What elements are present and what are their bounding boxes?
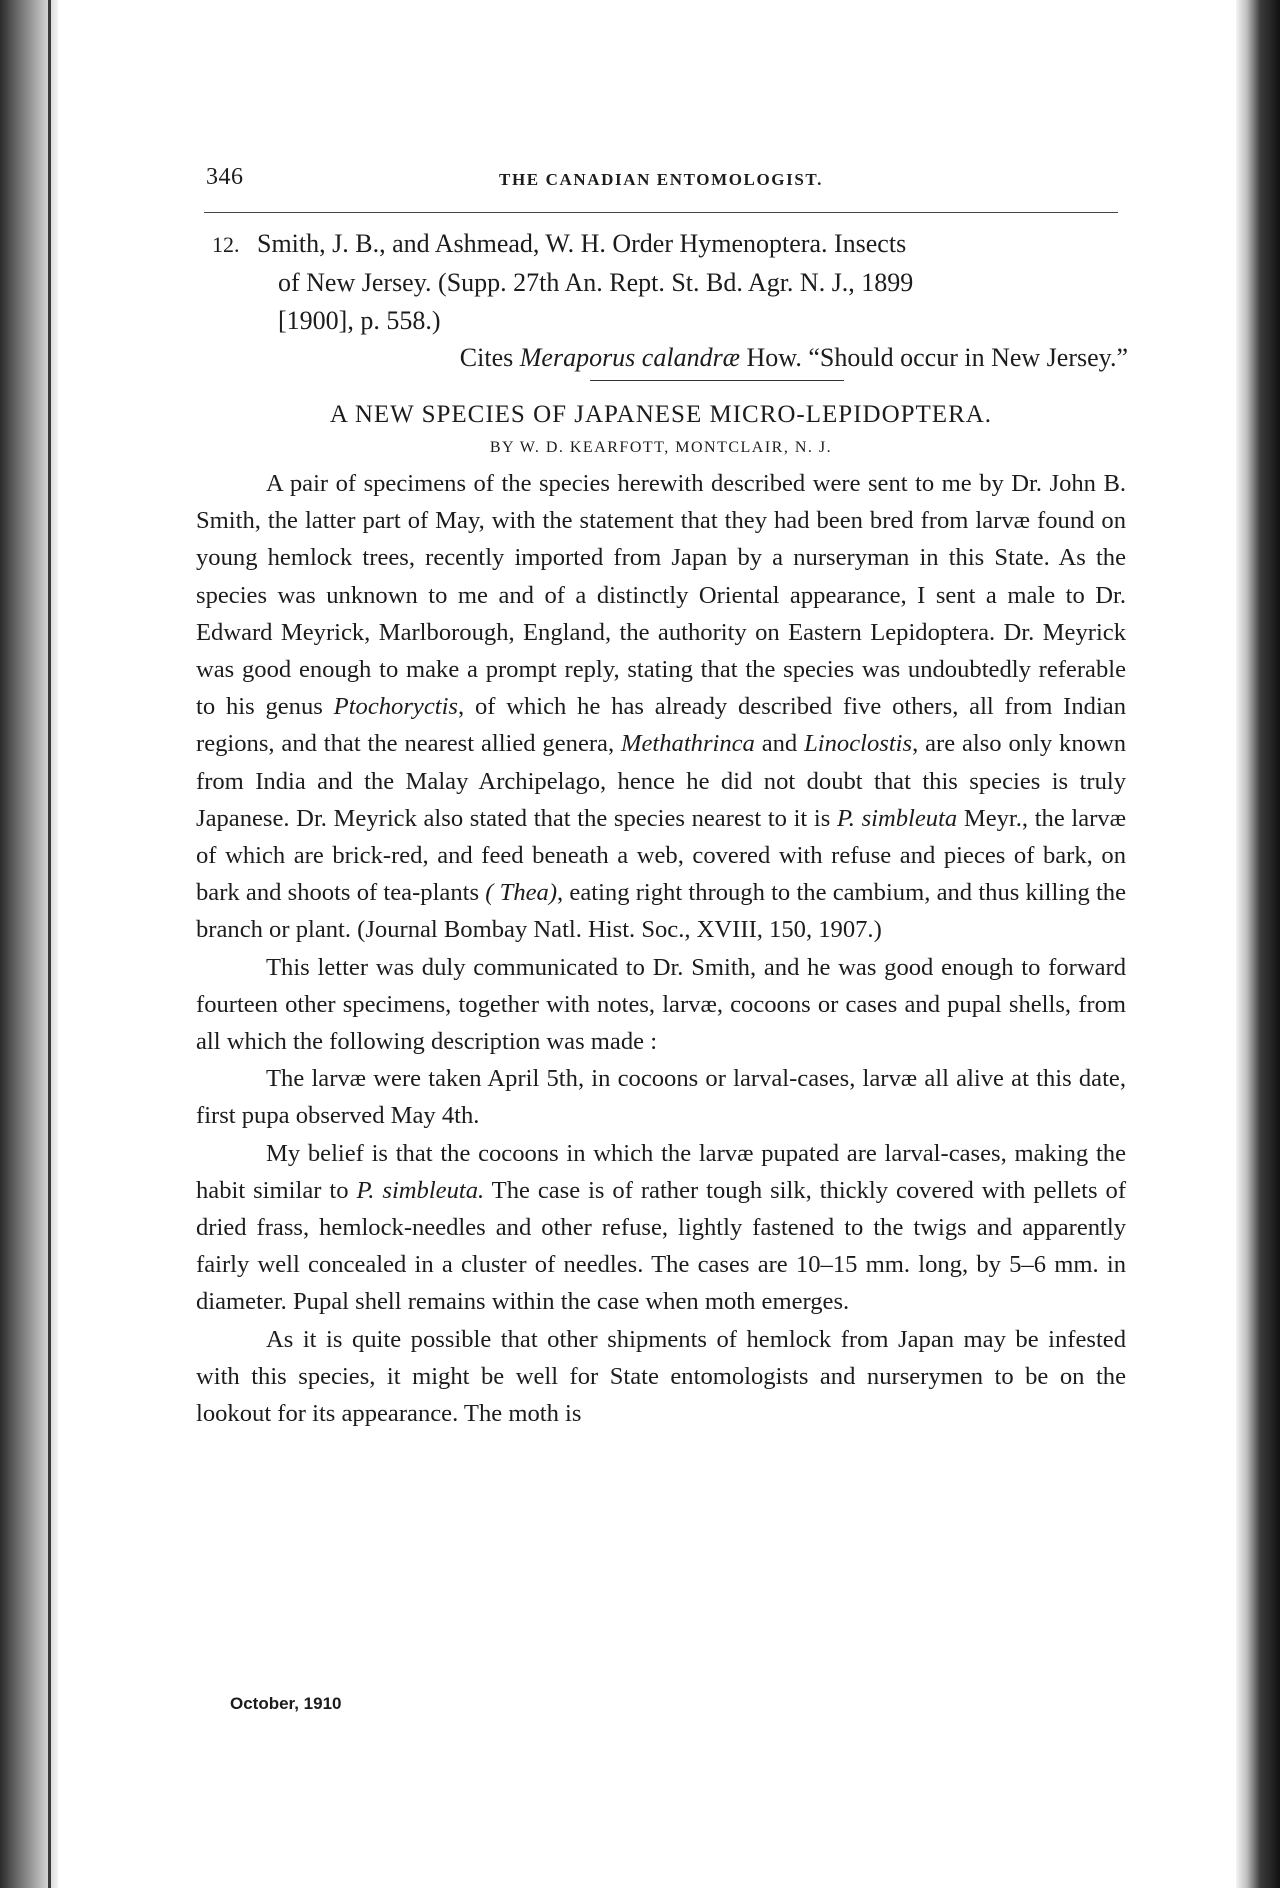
paragraph-5: As it is quite possible that other shipments of hemlock from Japan may be infested with this species, it might be well for State entomologists and nurserymen to be on the lookout for its appearance. The moth is xyxy=(196,1325,1126,1428)
paragraph-3: The larvæ were taken April 5th, in cocoons or larval-cases, larvæ all alive at this date, first pupa observed May 4th. xyxy=(196,1065,1126,1130)
p1-text-f: , eating right through to the cambium, and thus killing the branch or plant. (Journal Bombay Natl. Hist. Soc., XVIII, 150, 1907.) xyxy=(196,879,1127,944)
paragraph-1 xyxy=(196,465,1126,949)
reference-line-1: Smith, J. B., and Ashmead, W. H. Order Hymenoptera. Insects xyxy=(257,229,907,258)
book-page xyxy=(196,160,1126,1432)
p1-text-d: , are also only known from India and the Malay Archipelago, hence he did not doubt that this species is truly Japanese. Dr. Meyrick also stated that the species nearest to it is xyxy=(196,730,1126,832)
species-p-simbleuta: P. simbleuta xyxy=(836,804,958,832)
cites-species: Meraporus calandræ xyxy=(519,343,741,372)
paragraph-4 xyxy=(196,1135,1126,1321)
journal-title: THE CANADIAN ENTOMOLOGIST. xyxy=(499,170,823,189)
running-header xyxy=(196,160,1126,204)
page-right-edge xyxy=(1236,0,1280,1888)
article-body xyxy=(196,465,1126,1432)
issue-date: October, 1910 xyxy=(230,1694,342,1713)
p1-text-a: A pair of specimens of the species herewith described were sent to me by Dr. John B. Smith, the latter part of May, with the statement that they had been bred from larvæ found on young hemlock trees, recently imported from Japan by a nurseryman in this State. As the species was unknown to me and of a distinctly Oriental appearance, I sent a male to Dr. Edward Meyrick, Marlborough, England, the authority on Eastern Lepidoptera. Dr. Meyrick was good enough to make a prompt reply, stating that the species was undoubtedly referable to his genus xyxy=(196,470,1126,721)
reference-line-2: of New Jersey. (Supp. 27th An. Rept. St. Bd. Agr. N. J., 1899 xyxy=(278,268,914,297)
p1-text-b: , of which he has already described five others, all from Indian regions, and that the nearest allied genera, xyxy=(196,693,1127,758)
bibliography-entry xyxy=(196,225,1126,376)
reference-number: 12. xyxy=(212,232,240,257)
article-byline: BY W. D. KEARFOTT, MONTCLAIR, N. J. xyxy=(489,439,833,456)
reference-line-3: [1900], p. 558.) xyxy=(278,306,441,335)
binding-shadow-line xyxy=(48,0,51,1888)
reference-cites xyxy=(196,340,1128,376)
paragraph-2: This letter was duly communicated to Dr. Smith, and he was good enough to forward fourteen other specimens, together with notes, larvæ, cocoons or cases and pupal shells, from all which the following description was made : xyxy=(196,953,1126,1056)
page-number: 346 xyxy=(206,164,244,190)
section-divider xyxy=(590,380,844,381)
genus-methathrinca: Methathrinca xyxy=(620,730,755,758)
p1-text-e: Meyr., the larvæ of which are brick-red, and feed beneath a web, covered with refuse and pieces of bark, on bark and shoots of tea-plants xyxy=(196,804,1127,907)
header-rule xyxy=(204,212,1118,213)
p1-text-c: and xyxy=(754,730,805,758)
p4-text-a: My belief is that the cocoons in which the larvæ pupated are larval-cases, making the habit similar to xyxy=(196,1139,1126,1204)
species-p-simbleuta-2: P. simbleuta. xyxy=(356,1176,485,1204)
genus-linoclostis: Linoclostis xyxy=(804,730,913,758)
genus-ptochoryctis: Ptochoryctis xyxy=(333,693,458,721)
cites-prefix: Cites xyxy=(459,343,520,372)
cites-suffix: How. “Should occur in New Jersey.” xyxy=(740,343,1128,372)
plant-thea: ( Thea) xyxy=(485,879,558,907)
p4-text-b: The case is of rather tough silk, thickly covered with pellets of dried frass, hemlock-needles and other refuse, lightly fastened to the twigs and apparently fairly well concealed in a cluster of needles. The cases are 10–15 mm. long, by 5–6 mm. in diameter. Pupal shell remains within the case when moth emerges. xyxy=(196,1176,1127,1316)
article-title: A NEW SPECIES OF JAPANESE MICRO-LEPIDOPTERA. xyxy=(329,401,993,428)
